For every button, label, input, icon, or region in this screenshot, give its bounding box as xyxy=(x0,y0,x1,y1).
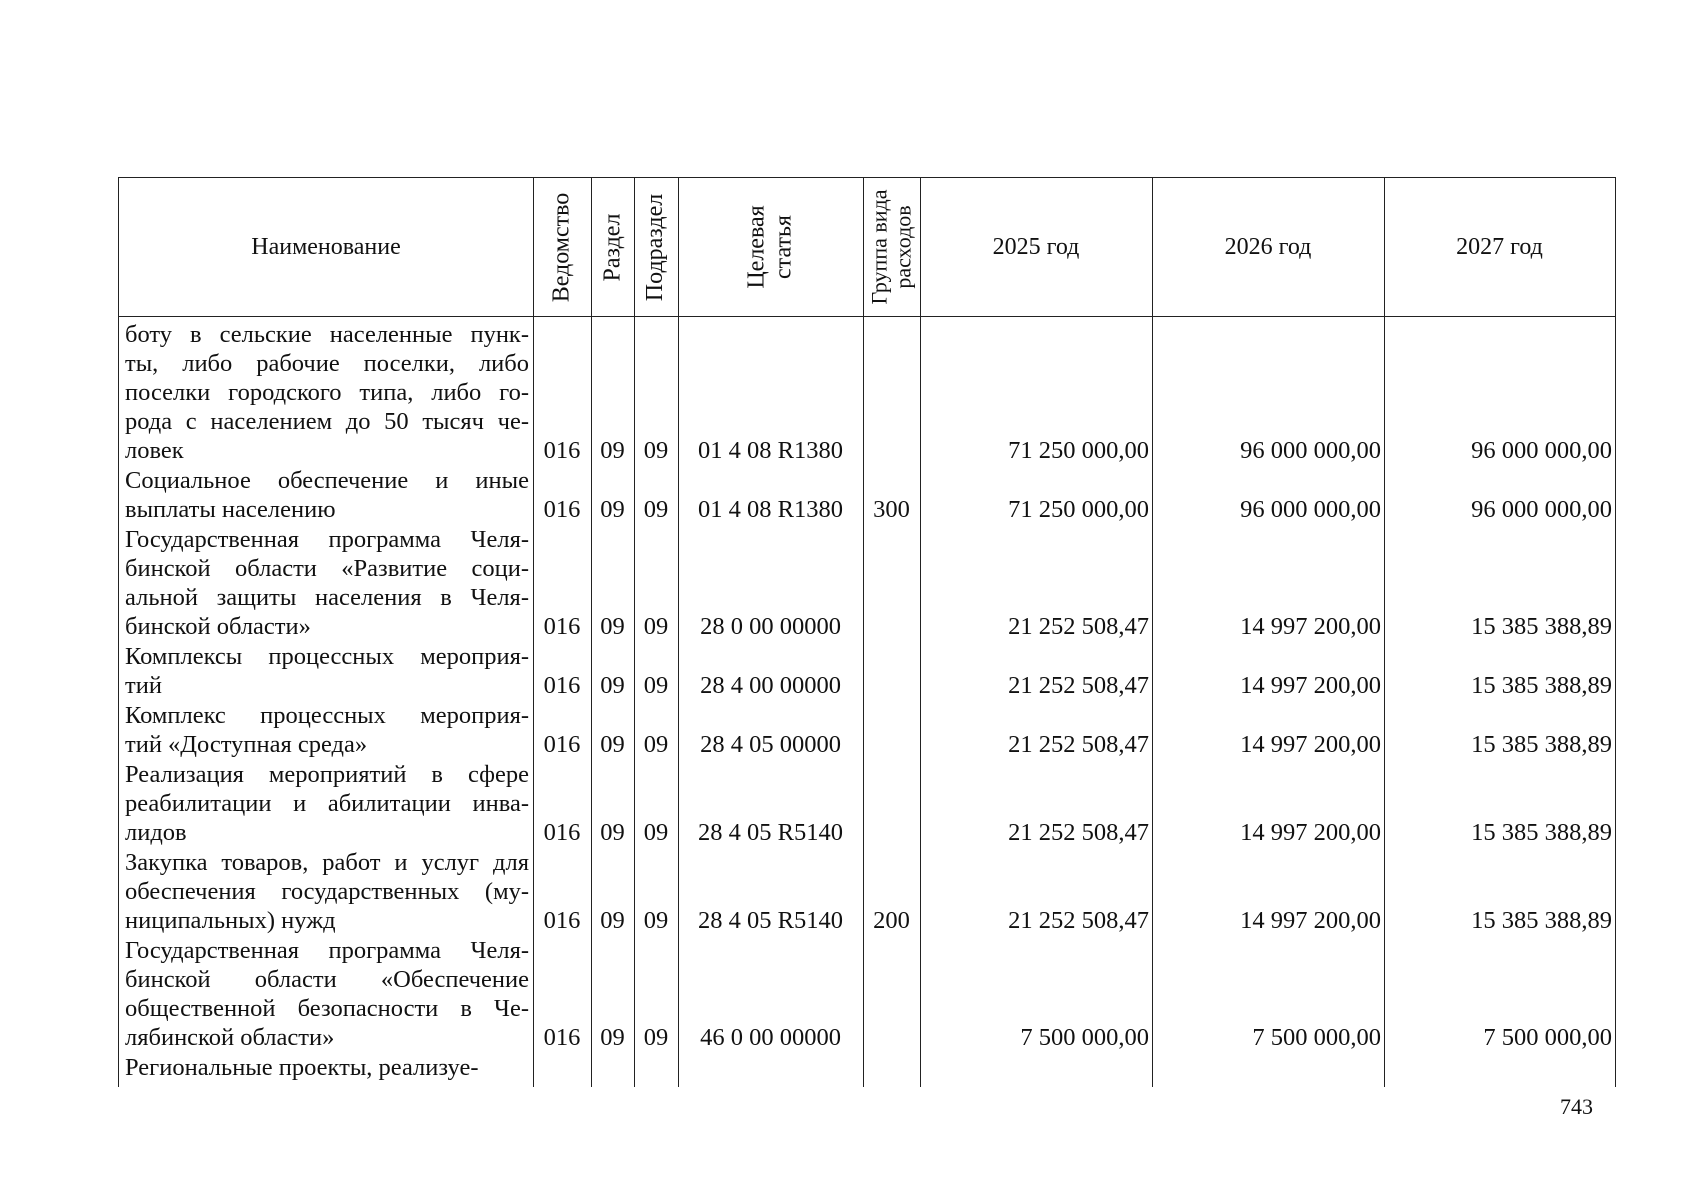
header-gruppa-text xyxy=(868,190,916,305)
header-name-text: Наименование xyxy=(251,233,401,260)
table-row xyxy=(119,525,1615,641)
name-line: обеспечения государственных (му- xyxy=(125,878,529,905)
cell-podrazdel: 09 xyxy=(643,496,669,523)
header-razdel xyxy=(591,178,634,316)
cell-podrazdel: 09 xyxy=(643,613,669,640)
name-line: тий «Доступная среда» xyxy=(125,731,368,758)
header-2026-text: 2026 год xyxy=(1224,233,1312,260)
header-vedomstvo-text: Ведомство xyxy=(548,192,575,302)
name-line: выплаты населению xyxy=(125,496,336,523)
header-podrazdel-text: Подраздел xyxy=(642,193,669,301)
cell-razdel: 09 xyxy=(600,672,625,699)
cell-gruppa: 300 xyxy=(873,496,910,523)
cell-2027: 7 500 000,00 xyxy=(1483,1024,1612,1051)
name-line: поселки городского типа, либо го- xyxy=(125,379,529,406)
page-number: 743 xyxy=(1560,1094,1593,1119)
header-2026 xyxy=(1152,178,1384,316)
cell-2027: 15 385 388,89 xyxy=(1471,731,1612,758)
cell-podrazdel: 09 xyxy=(643,1024,669,1051)
cell-2025: 71 250 000,00 xyxy=(1008,437,1149,464)
header-divider xyxy=(119,316,1615,317)
name-line: Комплекс процессных мероприя- xyxy=(125,702,529,729)
header-gruppa-line1: Группа вида xyxy=(866,189,892,305)
header-celevaya-line2: статья xyxy=(770,215,797,279)
header-celevaya-text xyxy=(743,205,797,288)
header-gruppa xyxy=(863,178,920,316)
header-2027-text: 2027 год xyxy=(1456,233,1543,260)
cell-name xyxy=(125,701,529,759)
name-line: альной защиты населения в Челя- xyxy=(125,584,529,611)
name-line: бинской области «Развитие соци- xyxy=(125,555,529,582)
cell-podrazdel: 09 xyxy=(643,907,669,934)
cell-2027: 15 385 388,89 xyxy=(1471,672,1612,699)
cell-vedomstvo: 016 xyxy=(543,907,581,934)
header-name xyxy=(119,178,533,316)
cell-name xyxy=(125,760,529,847)
cell-name xyxy=(125,1053,529,1082)
cell-2025: 21 252 508,47 xyxy=(1008,907,1149,934)
name-line: Реализация мероприятий в сфере xyxy=(125,761,529,788)
cell-2027: 15 385 388,89 xyxy=(1471,613,1612,640)
header-celevaya xyxy=(678,178,863,316)
name-line: ниципальных) нужд xyxy=(125,907,336,934)
header-razdel-text: Раздел xyxy=(599,213,626,281)
name-line: Комплексы процессных мероприя- xyxy=(125,643,529,670)
cell-razdel: 09 xyxy=(600,496,625,523)
cell-celevaya: 28 0 00 00000 xyxy=(700,613,841,640)
table-row xyxy=(119,642,1615,700)
cell-2027: 15 385 388,89 xyxy=(1471,819,1612,846)
header-podrazdel xyxy=(634,178,678,316)
cell-2025: 21 252 508,47 xyxy=(1008,819,1149,846)
header-2025 xyxy=(920,178,1152,316)
cell-celevaya: 46 0 00 00000 xyxy=(700,1024,841,1051)
name-line: Социальное обеспечение и иные xyxy=(125,467,529,494)
name-line: реабилитации и абилитации инва- xyxy=(125,790,529,817)
header-vedomstvo xyxy=(533,178,591,316)
cell-razdel: 09 xyxy=(600,613,625,640)
cell-2026: 14 997 200,00 xyxy=(1240,613,1381,640)
cell-2026: 14 997 200,00 xyxy=(1240,819,1381,846)
cell-vedomstvo: 016 xyxy=(543,496,581,523)
cell-2027: 96 000 000,00 xyxy=(1471,496,1612,523)
cell-podrazdel: 09 xyxy=(643,437,669,464)
cell-podrazdel: 09 xyxy=(643,731,669,758)
header-gruppa-line2: расходов xyxy=(890,205,916,289)
cell-vedomstvo: 016 xyxy=(543,437,581,464)
table-row xyxy=(119,466,1615,524)
cell-name xyxy=(125,320,529,465)
header-celevaya-line1: Целевая xyxy=(743,205,770,289)
cell-2025: 7 500 000,00 xyxy=(1020,1024,1149,1051)
cell-2026: 96 000 000,00 xyxy=(1240,437,1381,464)
cell-2026: 14 997 200,00 xyxy=(1240,672,1381,699)
cell-2025: 21 252 508,47 xyxy=(1008,731,1149,758)
cell-2026: 7 500 000,00 xyxy=(1252,1024,1381,1051)
cell-celevaya: 01 4 08 R1380 xyxy=(698,496,843,523)
name-line: лидов xyxy=(125,819,187,846)
cell-name xyxy=(125,642,529,700)
cell-razdel: 09 xyxy=(600,819,625,846)
cell-vedomstvo: 016 xyxy=(543,731,581,758)
name-line: ты, либо рабочие поселки, либо xyxy=(125,350,529,377)
header-2025-text: 2025 год xyxy=(992,233,1080,260)
cell-2026: 14 997 200,00 xyxy=(1240,731,1381,758)
cell-2025: 21 252 508,47 xyxy=(1008,672,1149,699)
name-line: Государственная программа Челя- xyxy=(125,526,529,553)
cell-2026: 14 997 200,00 xyxy=(1240,907,1381,934)
cell-celevaya: 28 4 00 00000 xyxy=(700,672,841,699)
cell-razdel: 09 xyxy=(600,437,625,464)
name-line: Государственная программа Челя- xyxy=(125,937,529,964)
cell-vedomstvo: 016 xyxy=(543,819,581,846)
table-row xyxy=(119,936,1615,1052)
cell-name xyxy=(125,466,529,524)
cell-name xyxy=(125,525,529,641)
header-2027 xyxy=(1384,178,1615,316)
name-line: ловек xyxy=(125,437,184,464)
cell-2025: 21 252 508,47 xyxy=(1008,613,1149,640)
name-line: тий xyxy=(125,672,162,699)
cell-celevaya: 28 4 05 R5140 xyxy=(698,907,843,934)
cell-celevaya: 01 4 08 R1380 xyxy=(698,437,843,464)
cell-podrazdel: 09 xyxy=(643,672,669,699)
cell-name xyxy=(125,848,529,935)
cell-vedomstvo: 016 xyxy=(543,1024,581,1051)
budget-table xyxy=(118,177,1616,1087)
cell-2026: 96 000 000,00 xyxy=(1240,496,1381,523)
cell-razdel: 09 xyxy=(600,731,625,758)
table-row xyxy=(119,701,1615,759)
cell-razdel: 09 xyxy=(600,907,625,934)
table-row xyxy=(119,1053,1615,1082)
cell-vedomstvo: 016 xyxy=(543,672,581,699)
name-line: бинской области» xyxy=(125,613,311,640)
name-line: лябинской области» xyxy=(125,1024,335,1051)
name-line: рода с населением до 50 тысяч че- xyxy=(125,408,529,435)
name-line: Закупка товаров, работ и услуг для xyxy=(125,849,529,876)
cell-vedomstvo: 016 xyxy=(543,613,581,640)
table-row xyxy=(119,760,1615,847)
name-line: общественной безопасности в Че- xyxy=(125,995,529,1022)
table-row xyxy=(119,320,1615,465)
cell-podrazdel: 09 xyxy=(643,819,669,846)
cell-celevaya: 28 4 05 00000 xyxy=(700,731,841,758)
cell-2025: 71 250 000,00 xyxy=(1008,496,1149,523)
cell-name xyxy=(125,936,529,1052)
name-line: бинской области «Обеспечение xyxy=(125,966,529,993)
cell-razdel: 09 xyxy=(600,1024,625,1051)
cell-celevaya: 28 4 05 R5140 xyxy=(698,819,843,846)
table-row xyxy=(119,848,1615,935)
cell-gruppa: 200 xyxy=(873,907,910,934)
name-line: боту в сельские населенные пунк- xyxy=(125,321,529,348)
cell-2027: 15 385 388,89 xyxy=(1471,907,1612,934)
cell-2027: 96 000 000,00 xyxy=(1471,437,1612,464)
name-line: Региональные проекты, реализуе- xyxy=(125,1054,479,1081)
